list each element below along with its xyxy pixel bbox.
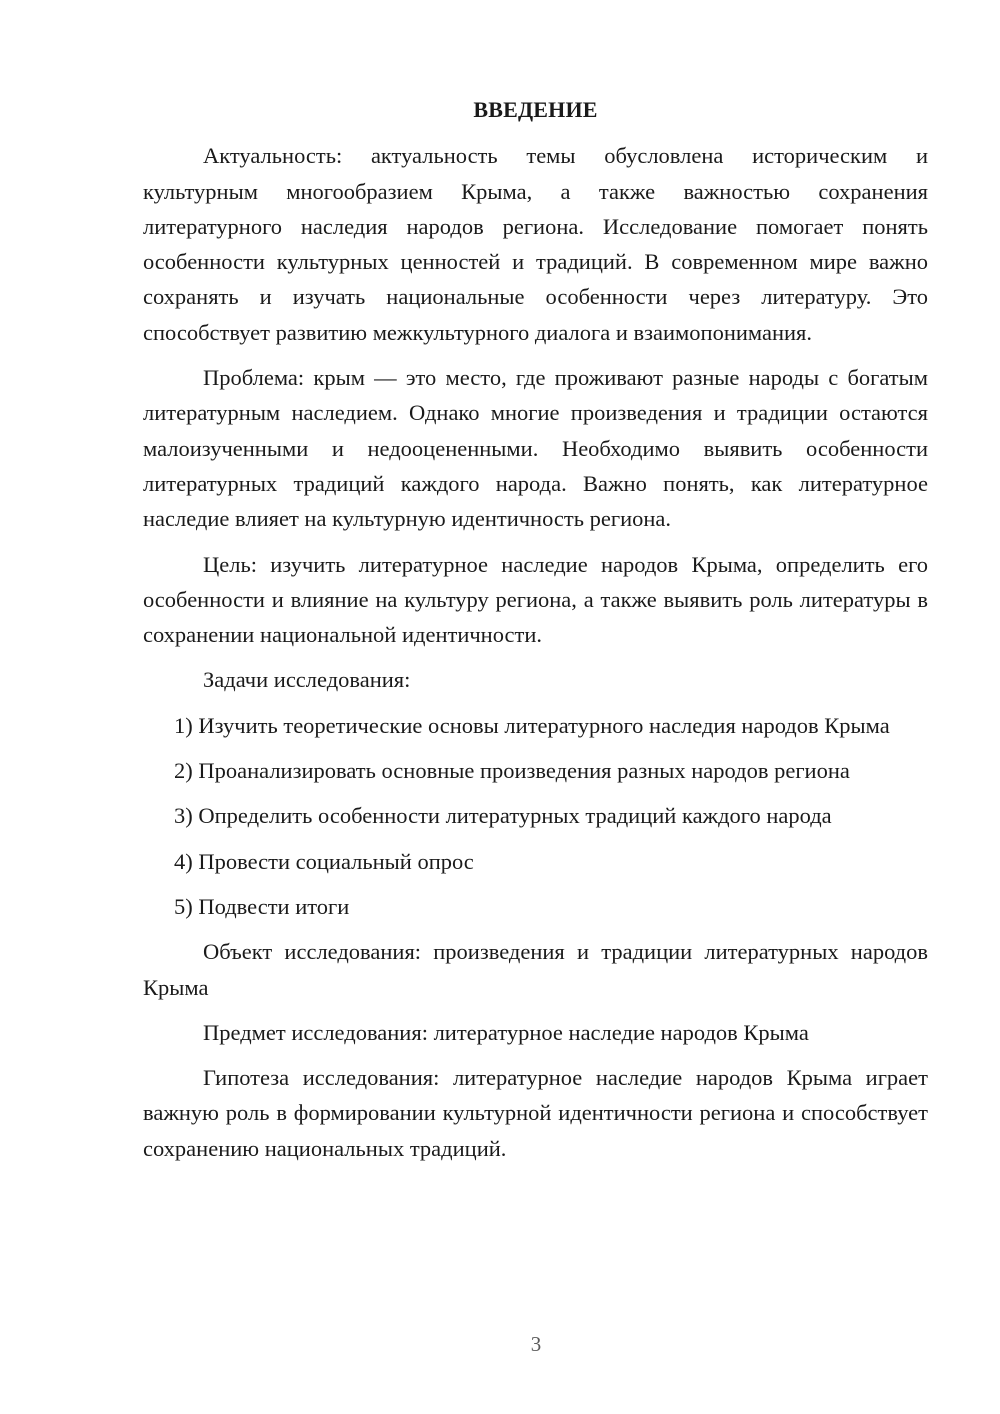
list-item: 4) Провести социальный опрос bbox=[174, 848, 474, 874]
goal-paragraph: Цель: изучить литературное наследие народов Крыма, определить его особенности и влияние на культуру региона, а также выявить роль литературы в сохранении национальной идентичности. bbox=[143, 551, 928, 648]
relevance-paragraph: Актуальность: актуальность темы обусловлена историческим и культурным многообразием Крыма, а также важностью сохранения литературного наследия народов региона. Исследование помогает понять особенности культурных ценностей и традиций. В современном мире важно сохранять и изучать национальные особенности через литературу. Это способствует развитию межкультурного диалога и взаимопонимания. bbox=[143, 143, 928, 345]
subject-paragraph: Предмет исследования: литературное наследие народов Крыма bbox=[203, 1019, 809, 1045]
tasks-list bbox=[143, 708, 928, 924]
object-paragraph: Объект исследования: произведения и традиции литературных народов Крыма bbox=[143, 939, 928, 1000]
list-item: 2) Проанализировать основные произведения разных народов региона bbox=[174, 758, 850, 784]
tasks-heading: Задачи исследования: bbox=[203, 667, 411, 693]
section-heading: ВВЕДЕНИЕ bbox=[473, 97, 598, 122]
list-item: 1) Изучить теоретические основы литературного наследия народов Крыма bbox=[174, 712, 890, 738]
hypothesis-paragraph: Гипотеза исследования: литературное наследие народов Крыма играет важную роль в формировании культурной идентичности региона и способствует сохранению национальных традиций. bbox=[143, 1065, 928, 1161]
list-item: 3) Определить особенности литературных традиций каждого народа bbox=[174, 803, 832, 829]
list-item: 5) Подвести итоги bbox=[174, 893, 350, 919]
page-number: 3 bbox=[530, 1332, 542, 1356]
problem-paragraph: Проблема: крым — это место, где проживают разные народы с богатым литературным наследием. Однако многие произведения и традиции остаются малоизученными и недооцененными. Необходимо выявить особенности литературных традиций каждого народа. Важно понять, как литературное наследие влияет на культурную идентичность региона. bbox=[143, 365, 928, 532]
document-page bbox=[143, 92, 928, 1176]
